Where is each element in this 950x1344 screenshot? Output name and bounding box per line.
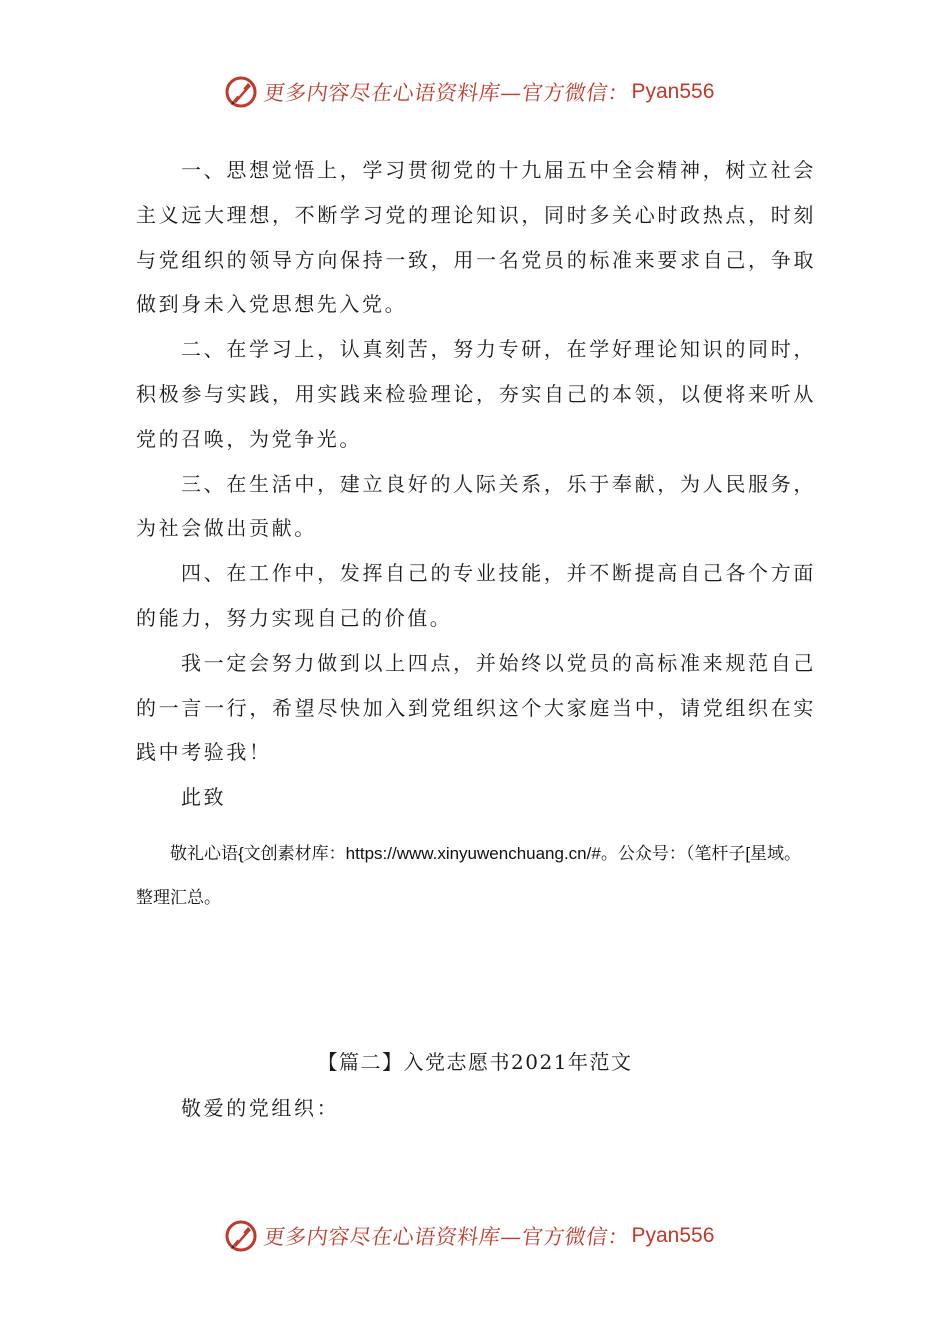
- greeting: 敬爱的党组织：: [181, 1096, 340, 1120]
- header-wechat-id: Pyan556: [631, 80, 715, 103]
- quill-pen-logo-icon: [224, 1219, 258, 1253]
- footer-wechat-id: Pyan556: [631, 1224, 715, 1247]
- header-banner-text: 更多内容尽在心语资料库—官方微信：: [262, 81, 632, 105]
- footer-banner-text: 更多内容尽在心语资料库—官方微信：: [262, 1225, 632, 1249]
- letter-body: [136, 148, 816, 920]
- quill-pen-logo-icon: [224, 75, 258, 109]
- paragraph-3: 三、在生活中，建立良好的人际关系，乐于奉献，为人民服务，为社会做出贡献。: [136, 471, 816, 541]
- source-note: 敬礼心语{文创素材库：https://www.xinyuwenchuang.cn/#。公众号：（笔杆子[星域。整理汇总。: [136, 843, 802, 907]
- footer-banner: [224, 1216, 744, 1256]
- paragraph-1: 一、思想觉悟上，学习贯彻党的十九届五中全会精神，树立社会主义远大理想，不断学习党的理论知识，同时多关心时政热点，时刻与党组织的领导方向保持一致，用一名党员的标准来要求自己，争取做到身未入党思想先入党。: [136, 158, 816, 317]
- paragraph-5: 我一定会努力做到以上四点，并始终以党员的高标准来规范自己的一言一行，希望尽快加入到党组织这个大家庭当中，请党组织在实践中考验我！: [136, 650, 816, 765]
- salutation: 此致: [181, 785, 227, 810]
- paragraph-2: 二、在学习上，认真刻苦，努力专研，在学好理论知识的同时，积极参与实践，用实践来检验理论，夯实自己的本领，以便将来听从党的召唤，为党争光。: [136, 337, 816, 451]
- paragraph-4: 四、在工作中，发挥自己的专业技能，并不断提高自己各个方面的能力，努力实现自己的价值。: [136, 561, 816, 630]
- header-banner: [224, 72, 744, 112]
- section-title: 【篇二】入党志愿书2021年范文: [317, 1050, 633, 1074]
